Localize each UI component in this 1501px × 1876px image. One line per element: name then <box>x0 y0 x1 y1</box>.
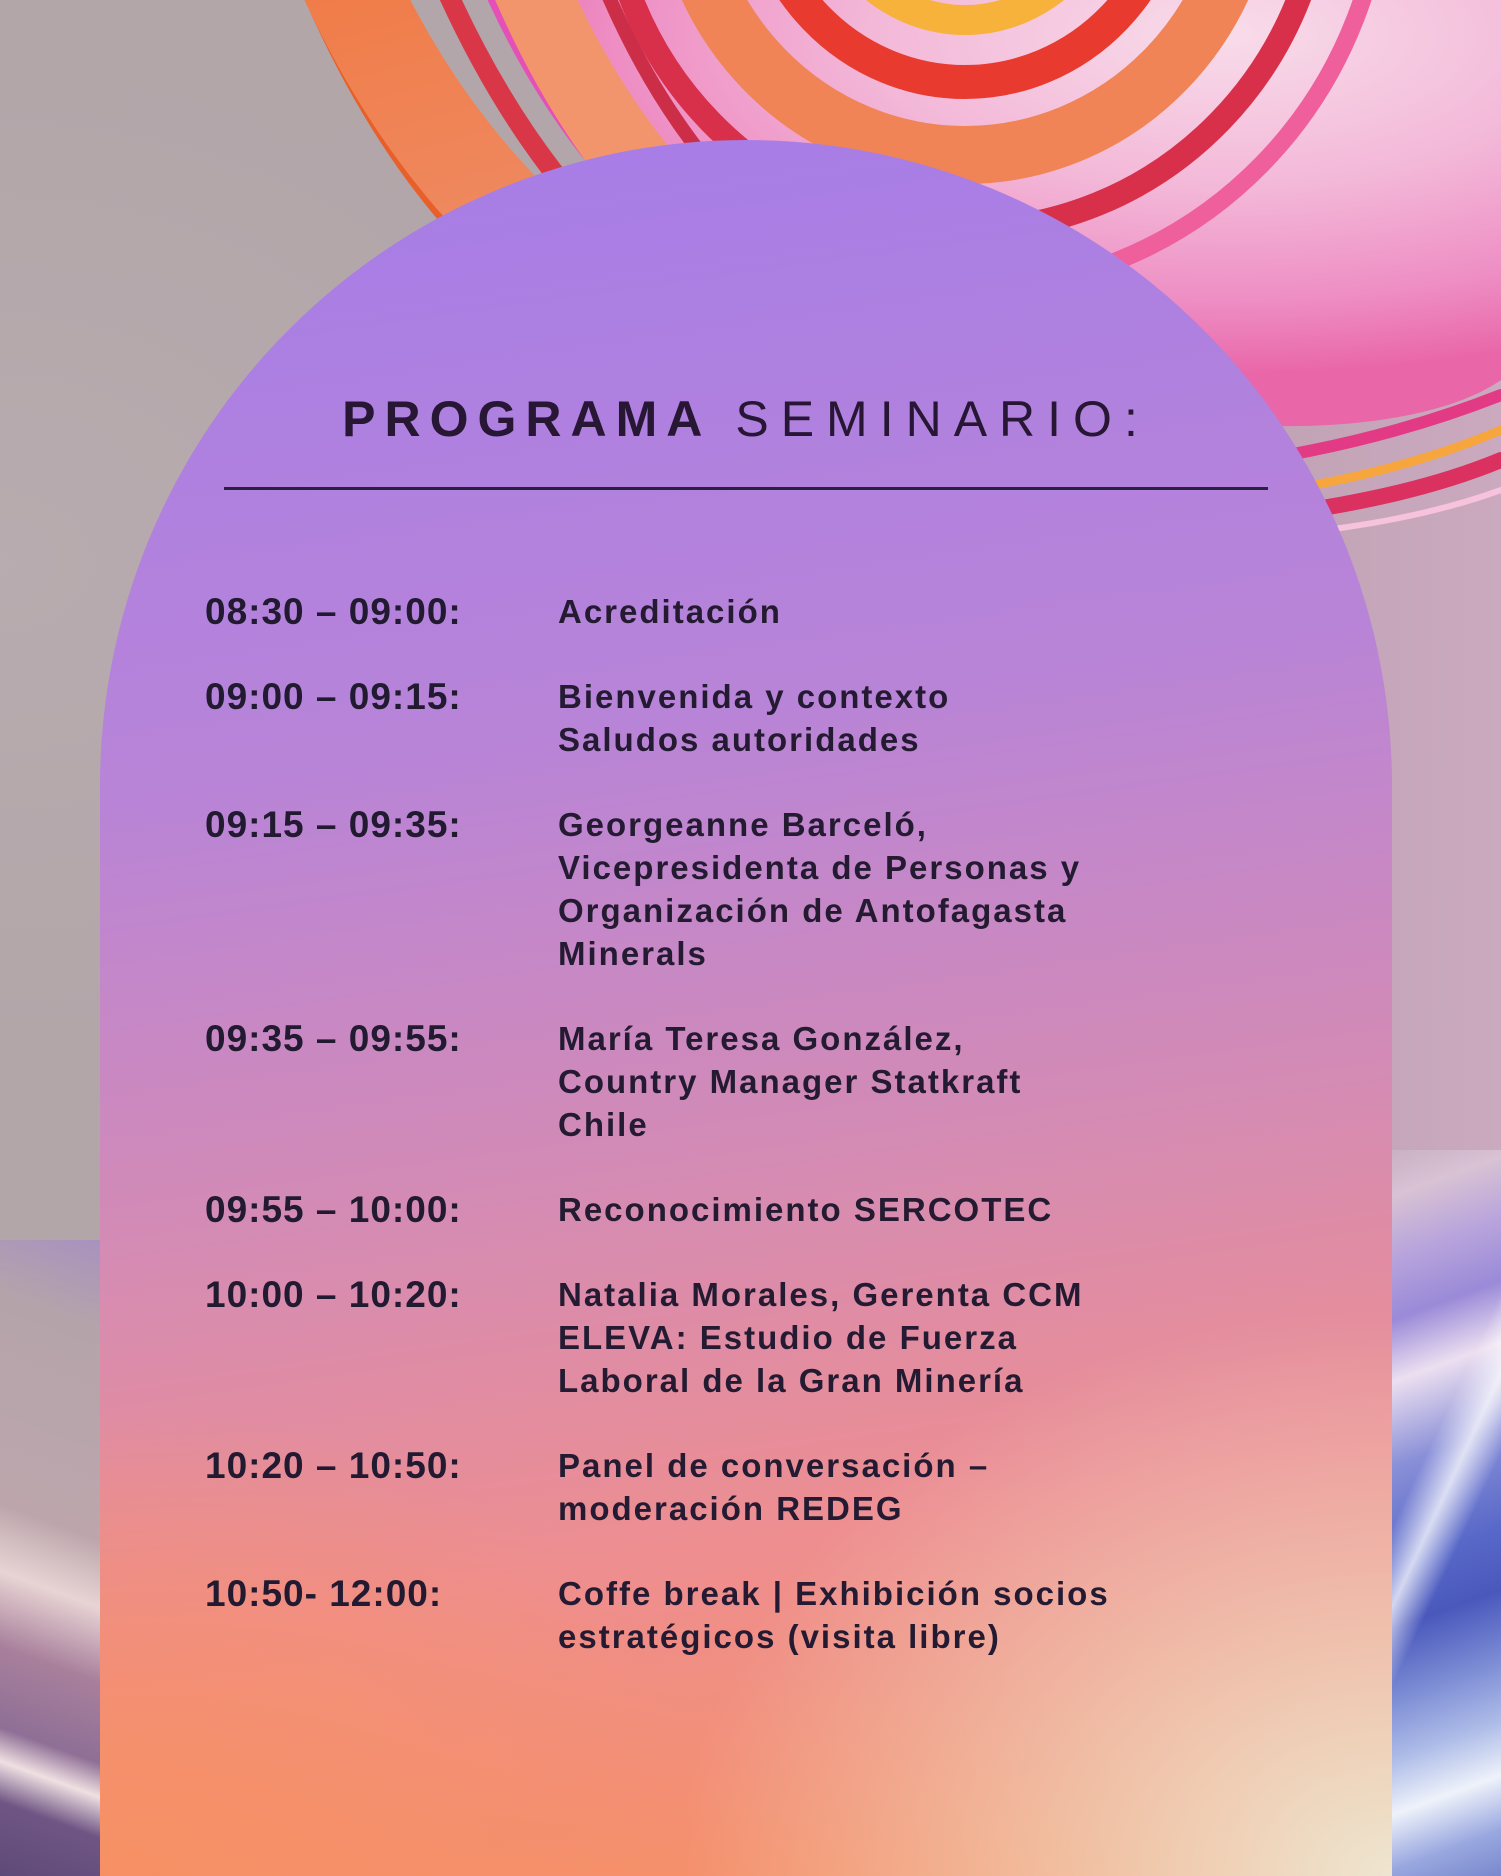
schedule-row <box>100 1572 1392 1658</box>
schedule-description-line: ELEVA: Estudio de Fuerza <box>558 1319 1018 1356</box>
schedule-description-line: moderación REDEG <box>558 1490 904 1527</box>
schedule-time: 09:35 – 09:55: <box>205 1018 462 1059</box>
schedule-description-line: Reconocimiento SERCOTEC <box>558 1191 1054 1228</box>
schedule-time: 08:30 – 09:00: <box>205 591 462 632</box>
schedule-description <box>558 1017 1392 1146</box>
schedule-description-line: Georgeanne Barceló, <box>558 806 928 843</box>
schedule-description-line: Saludos autoridades <box>558 721 921 758</box>
schedule-description-line: Acreditación <box>558 593 782 630</box>
schedule-description-line: María Teresa González, <box>558 1020 965 1057</box>
schedule-description-line: Country Manager Statkraft <box>558 1063 1023 1100</box>
schedule-row <box>100 1017 1392 1146</box>
schedule-time: 09:00 – 09:15: <box>205 676 462 717</box>
schedule-row <box>100 803 1392 975</box>
schedule-description-line: Organización de Antofagasta <box>558 892 1068 929</box>
schedule-description-line: Natalia Morales, Gerenta CCM <box>558 1276 1084 1313</box>
schedule-description <box>558 1572 1392 1658</box>
schedule-description-line: Coffe break | Exhibición socios <box>558 1575 1110 1612</box>
schedule-description <box>558 1273 1392 1402</box>
schedule-row <box>100 1444 1392 1530</box>
schedule-time: 10:00 – 10:20: <box>205 1274 462 1315</box>
abstract-streak-bottom-left-icon <box>0 1240 112 1876</box>
title-divider <box>224 487 1268 490</box>
program-panel <box>100 140 1392 1876</box>
schedule-description-line: Bienvenida y contexto <box>558 678 951 715</box>
schedule-time: 09:55 – 10:00: <box>205 1189 462 1230</box>
page-title <box>100 140 1392 447</box>
schedule-description <box>558 590 1392 633</box>
schedule-row <box>100 675 1392 761</box>
title-secondary: SEMINARIO: <box>735 391 1150 447</box>
schedule-time: 10:50- 12:00: <box>205 1573 443 1614</box>
schedule-row <box>100 590 1392 633</box>
schedule-description-line: estratégicos (visita libre) <box>558 1618 1001 1655</box>
schedule-row <box>100 1273 1392 1402</box>
schedule-description <box>558 675 1392 761</box>
schedule-description <box>558 803 1392 975</box>
schedule-row <box>100 1188 1392 1231</box>
schedule-description-line: Vicepresidenta de Personas y <box>558 849 1082 886</box>
schedule-description <box>558 1188 1392 1231</box>
schedule-description-line: Chile <box>558 1106 649 1143</box>
schedule-time: 09:15 – 09:35: <box>205 804 462 845</box>
schedule-description-line: Minerals <box>558 935 708 972</box>
schedule-description-line: Laboral de la Gran Minería <box>558 1362 1025 1399</box>
schedule-time: 10:20 – 10:50: <box>205 1445 462 1486</box>
title-primary: PROGRAMA <box>342 391 712 447</box>
schedule-list <box>100 590 1392 1658</box>
schedule-description-line: Panel de conversación – <box>558 1447 990 1484</box>
schedule-description <box>558 1444 1392 1530</box>
